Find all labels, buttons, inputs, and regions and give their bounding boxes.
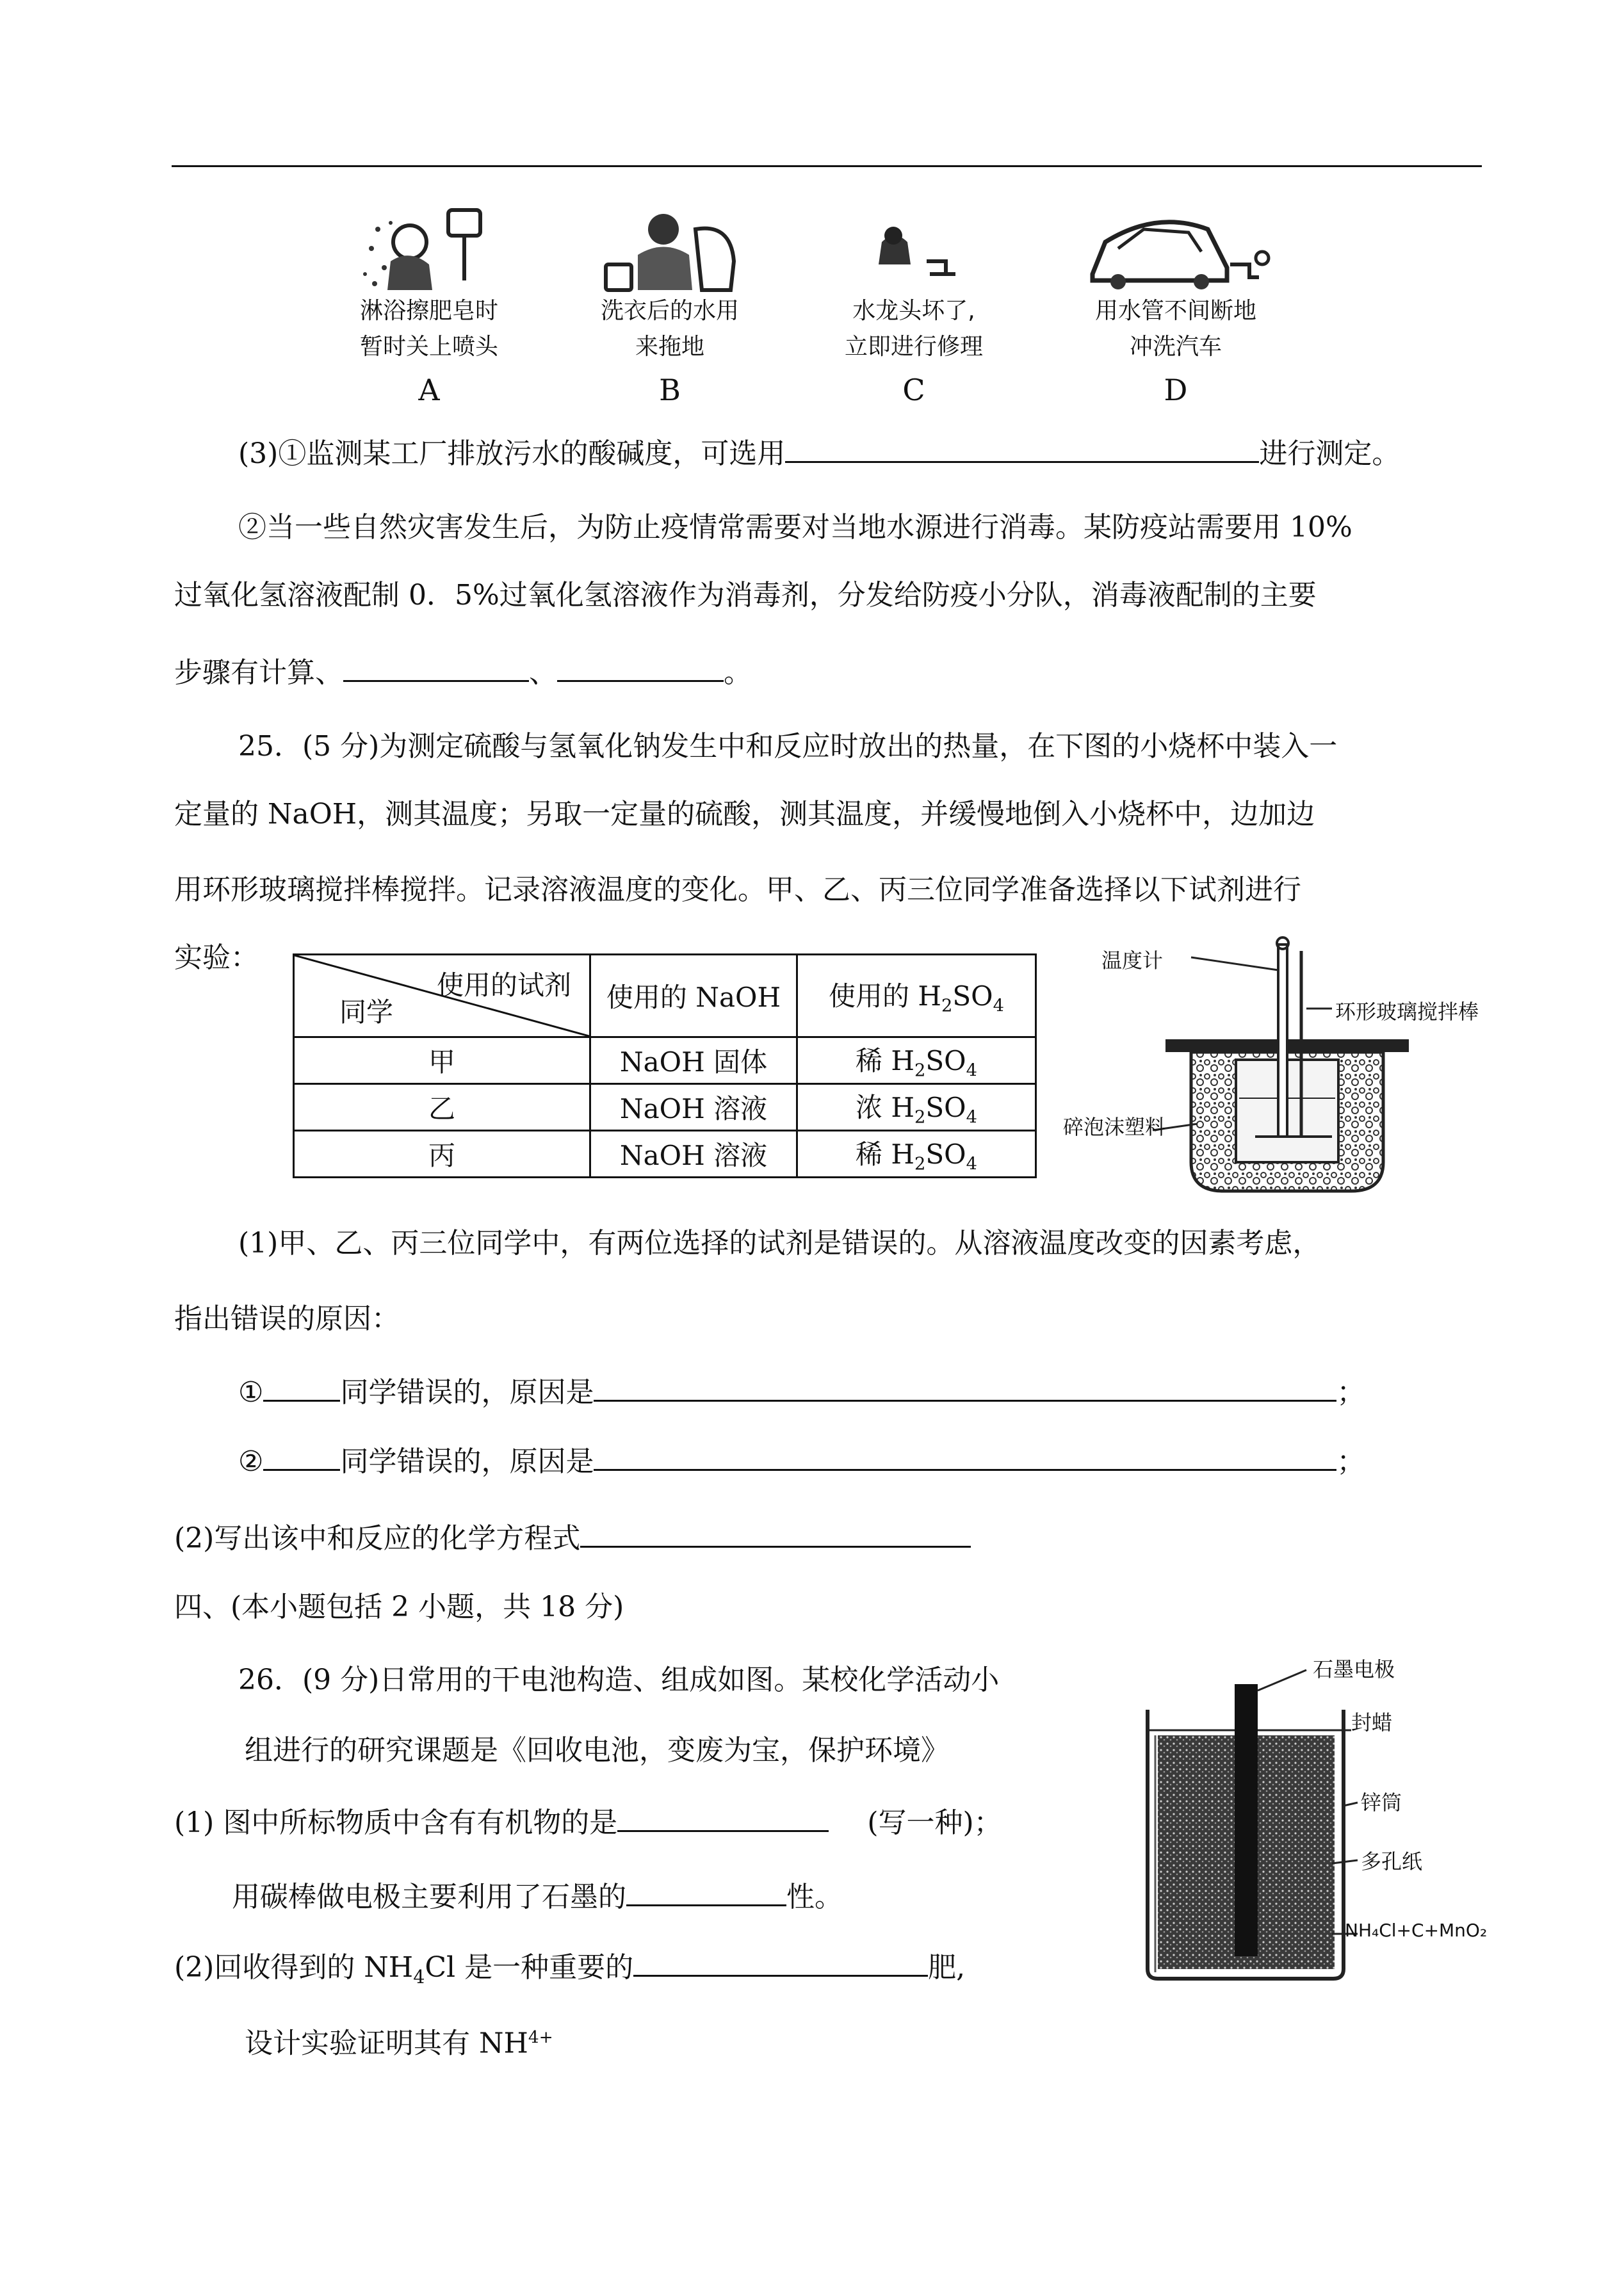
q25-line-2: 定量的 NaOH，测其温度；另取一定量的硫酸，测其温度，并缓慢地倒入小烧杯中，边加边: [174, 798, 1315, 831]
q25-line-4: 实验：: [174, 941, 259, 974]
answer-blank[interactable]: [263, 1372, 340, 1402]
q26-line-1: 26．(9 分)日常用的干电池构造、组成如图。某校化学活动小: [238, 1664, 1000, 1696]
caption-line-1: 淋浴擦肥皂时: [359, 298, 498, 324]
q25-line-1: 25．(5 分)为测定硫酸与氢氧化钠发生中和反应时放出的热量，在下图的小烧杯中装入一: [238, 730, 1338, 763]
answer-blank[interactable]: [594, 1372, 1336, 1402]
q24-3-line-1: (3)①监测某工厂排放污水的酸碱度，可选用 进行测定。: [238, 433, 1400, 473]
mixture-label: NH₄Cl+C+MnO₂: [1345, 1920, 1488, 1941]
q25-item-2: ② 同学错误的，原因是 ；: [238, 1441, 1365, 1481]
answer-blank[interactable]: [343, 652, 529, 682]
naoh-cell: NaOH 溶液: [590, 1131, 797, 1178]
q25-item-1: ① 同学错误的，原因是 ；: [238, 1372, 1365, 1412]
column-header: 使用的 $H_2SO_4$: [797, 955, 1036, 1037]
caption-line-1: 用水管不间断地: [1094, 298, 1256, 324]
q26-p1-line-2: 用碳棒做电极主要利用了石墨的 性。: [232, 1876, 843, 1917]
q24-3-line-3: 过氧化氢溶液配制 0．5%过氧化氢溶液作为消毒剂，分发给防疫小分队，消毒液配制的主要: [174, 579, 1317, 612]
q25-p1-line-1: (1)甲、乙、丙三位同学中，有两位选择的试剂是错误的。从溶液温度改变的因素考虑，: [238, 1227, 1321, 1260]
acid-cell: 浓 $H_2SO_4$: [797, 1084, 1036, 1131]
caption-line-2: 来拖地: [635, 334, 704, 360]
laundry-icon: [593, 204, 747, 293]
q26-p2: (2)回收得到的 $NH_4Cl$ 是一种重要的 肥,: [174, 1947, 965, 1996]
table-header-row: [294, 955, 1036, 1037]
header-rule: [172, 165, 1482, 167]
stirrer-label: 环形玻璃搅拌棒: [1335, 1000, 1479, 1024]
thermometer-label: 温度计: [1101, 948, 1164, 973]
option-letter: A: [418, 373, 440, 407]
table-row: [294, 1037, 1036, 1084]
caption-line-2: 暂时关上喷头: [359, 334, 498, 360]
answer-blank[interactable]: [263, 1441, 340, 1471]
q26-p3: 设计实验证明其有 $NH^{4+}$: [245, 2027, 553, 2060]
battery-diagram: [1140, 1646, 1537, 1985]
shower-icon: [352, 204, 506, 293]
student-cell: 甲: [294, 1037, 590, 1084]
table-row: [294, 1084, 1036, 1131]
car-wash-icon: [1080, 204, 1272, 293]
porous-paper-label: 多孔纸: [1361, 1849, 1423, 1874]
student-cell: 乙: [294, 1084, 590, 1131]
student-cell: 丙: [294, 1131, 590, 1178]
scene-c: [805, 204, 1023, 412]
q25-p1-line-2: 指出错误的原因：: [174, 1302, 400, 1335]
reagent-table: [293, 953, 1037, 1178]
q25-line-3: 用环形玻璃搅拌棒搅拌。记录溶液温度的变化。甲、乙、丙三位同学准备选择以下试剂进行: [174, 873, 1301, 906]
q25-p2: (2)写出该中和反应的化学方程式: [174, 1518, 971, 1558]
answer-blank[interactable]: [594, 1441, 1336, 1471]
naoh-cell: NaOH 固体: [590, 1037, 797, 1084]
column-header: 使用的 NaOH: [590, 955, 797, 1037]
answer-blank[interactable]: [633, 1947, 928, 1977]
q26-p1: (1) 图中所标物质中含有有机物的是 (写一种)；: [174, 1802, 1002, 1842]
caption-line-2: 立即进行修理: [844, 334, 983, 360]
q24-3-line-4: 步骤有计算、 、 。: [174, 652, 752, 692]
option-letter: C: [902, 373, 925, 407]
scene-b: [561, 204, 779, 412]
answer-blank[interactable]: [785, 433, 1259, 463]
option-letter: D: [1164, 373, 1188, 407]
answer-blank[interactable]: [557, 652, 724, 682]
answer-blank[interactable]: [617, 1802, 829, 1832]
caption-line-2: 冲洗汽车: [1129, 334, 1222, 360]
wax-seal-label: 封蜡: [1351, 1710, 1393, 1735]
q24-3-line-2: ②当一些自然灾害发生后，为防止疫情常需要对当地水源进行消毒。某防疫站需要用 10%: [238, 511, 1352, 544]
section-4-heading: 四、(本小题包括 2 小题，共 18 分): [174, 1591, 624, 1623]
caption-line-1: 洗衣后的水用: [600, 298, 739, 324]
naoh-cell: NaOH 溶液: [590, 1084, 797, 1131]
table-row: [294, 1131, 1036, 1178]
answer-blank[interactable]: [580, 1518, 971, 1548]
acid-cell: 稀 $H_2SO_4$: [797, 1037, 1036, 1084]
corner-top-label: 使用的试剂: [436, 969, 571, 1001]
faucet-icon: [837, 204, 991, 293]
option-letter: B: [659, 373, 681, 407]
calorimeter-diagram: [1063, 932, 1511, 1201]
scene-d: [1067, 204, 1285, 412]
foam-label: 碎泡沫塑料: [1063, 1115, 1166, 1139]
scene-a: [320, 204, 538, 412]
corner-bottom-label: 同学: [339, 996, 394, 1028]
zinc-can-label: 锌筒: [1361, 1790, 1402, 1815]
caption-line-1: 水龙头坏了,: [852, 298, 975, 324]
graphite-electrode-label: 石墨电极: [1313, 1657, 1395, 1682]
q26-line-2: 组进行的研究课题是《回收电池，变废为宝，保护环境》: [245, 1734, 949, 1767]
acid-cell: 稀 $H_2SO_4$: [797, 1131, 1036, 1178]
answer-blank[interactable]: [626, 1876, 786, 1906]
table-corner-cell: [294, 955, 590, 1037]
